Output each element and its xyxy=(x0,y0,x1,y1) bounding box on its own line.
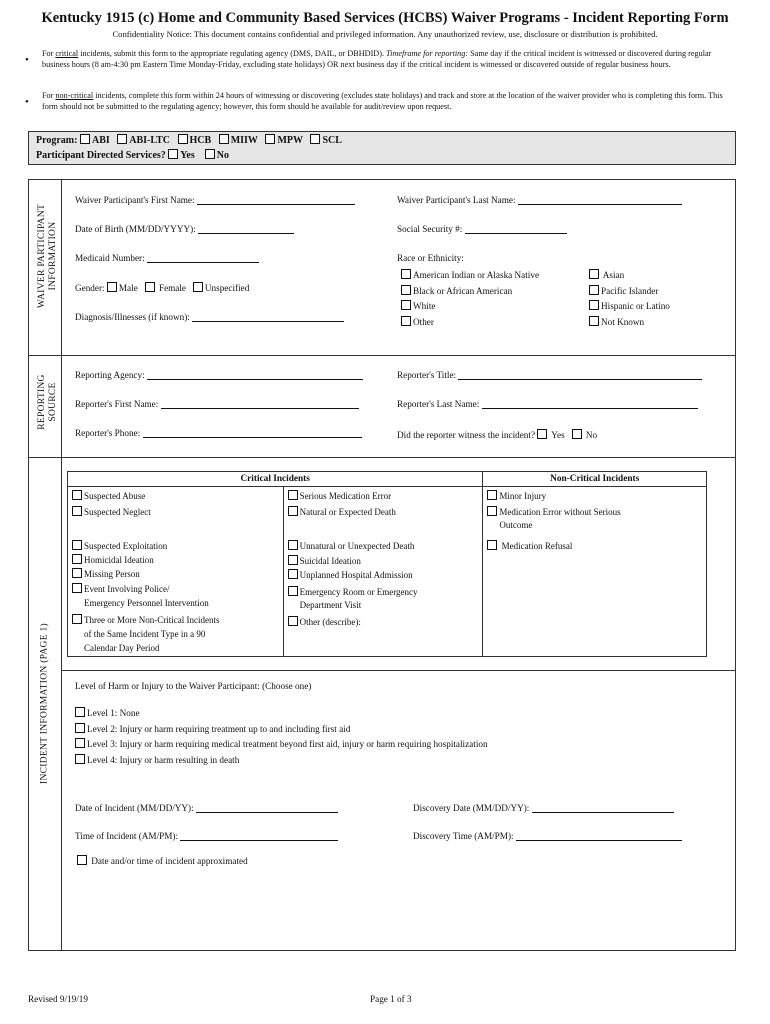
yes-label: Yes xyxy=(551,430,565,440)
time-of-incident-field xyxy=(75,831,338,841)
participant-last-name-input[interactable] xyxy=(518,204,682,205)
critical-col1-a xyxy=(68,487,284,539)
race-checkbox[interactable] xyxy=(589,316,599,326)
field-label: Did the reporter witness the incident? xyxy=(397,430,536,440)
bullet-noncritical: For non-critical incidents, complete this form within 24 hours of witnessing or discovering (excludes state holidays) and track and store at the location of the waiver provider who is completing this form. This form should not be submitted to the regulating agency; however, this form should be available for audit/review upon request. xyxy=(42,91,723,111)
harm-label: Level of Harm or Injury to the Waiver Participant: (Choose one) xyxy=(75,681,312,691)
race-col-2 xyxy=(589,268,670,330)
program-label: Program: xyxy=(36,135,78,146)
program-hcb-checkbox[interactable] xyxy=(178,134,188,144)
incident-option-label: Department Visit xyxy=(299,600,362,610)
dob-field xyxy=(75,224,294,234)
field-label: Reporter's First Name: xyxy=(75,399,159,409)
field-label: Social Security #: xyxy=(397,224,463,234)
field-label: Date and/or time of incident approximated xyxy=(91,856,248,866)
date-of-incident-field xyxy=(75,803,338,813)
participant-directed-yes-checkbox[interactable] xyxy=(168,149,178,159)
program-option-label: HCB xyxy=(189,135,212,146)
reporter-last-name-field xyxy=(397,399,698,409)
race-option-label: Black or African American xyxy=(413,285,513,296)
incident-option-label: Homicidal Ideation xyxy=(84,555,154,565)
field-label: Reporter's Phone: xyxy=(75,428,141,438)
program-scl-checkbox[interactable] xyxy=(310,134,320,144)
time-of-incident-input[interactable] xyxy=(180,840,338,841)
reporting-agency-field xyxy=(75,370,363,380)
participant-first-name-input[interactable] xyxy=(197,204,355,205)
medicaid-field xyxy=(75,253,259,263)
bullet-dot-icon: • xyxy=(25,54,29,66)
incident-option-label: Suspected Exploitation xyxy=(84,541,168,551)
incident-checkbox[interactable] xyxy=(487,506,497,516)
incident-option-label: Event Involving Police/ xyxy=(84,584,170,594)
incident-option-label: Natural or Expected Death xyxy=(299,507,396,517)
participant-directed-no-checkbox[interactable] xyxy=(205,149,215,159)
noncritical-col-b xyxy=(483,538,707,657)
race-option-label: White xyxy=(413,301,436,311)
form-title: Kentucky 1915 (c) Home and Community Based Services (HCBS) Waiver Programs - Incident Reporting Form xyxy=(41,10,729,26)
gender-female-checkbox[interactable] xyxy=(145,282,155,292)
field-label: Diagnosis/Illnesses (if known): xyxy=(75,312,190,322)
race-label: Race or Ethnicity: xyxy=(397,253,464,263)
incident-checkbox[interactable] xyxy=(288,540,298,550)
reporter-last-name-input[interactable] xyxy=(482,408,698,409)
program-abi-ltc-checkbox[interactable] xyxy=(117,134,127,144)
dob-input[interactable] xyxy=(198,233,294,234)
incident-checkbox[interactable] xyxy=(72,490,82,500)
reporter-phone-field xyxy=(75,428,362,438)
participant-side-label: WAIVER PARTICIPANT INFORMATION xyxy=(37,203,58,309)
race-option-label: Hispanic or Latino xyxy=(601,301,670,311)
harm-level-label: Level 3: Injury or harm requiring medical treatment beyond first aid, injury or harm requiring hospitalization xyxy=(87,739,488,749)
participant-directed-label: Participant Directed Services? xyxy=(36,150,166,161)
no-label: No xyxy=(216,150,229,161)
race-checkbox[interactable] xyxy=(589,285,599,295)
program-option-label: ABI xyxy=(91,135,110,146)
medicaid-input[interactable] xyxy=(147,262,259,263)
incident-option-label: Minor Injury xyxy=(499,491,547,501)
race-checkbox[interactable] xyxy=(401,285,411,295)
section-separator xyxy=(28,355,735,356)
incident-checkbox[interactable] xyxy=(72,506,82,516)
incident-option-label: Emergency Room or Emergency xyxy=(299,587,418,597)
field-label: Reporter's Title: xyxy=(397,370,457,380)
gender-option-label: Male xyxy=(118,283,138,293)
discovery-date-field xyxy=(413,803,674,813)
participant-directed-row xyxy=(36,149,229,161)
incident-checkbox[interactable] xyxy=(288,506,298,516)
reporter-phone-input[interactable] xyxy=(143,437,362,438)
incident-checkbox[interactable] xyxy=(72,554,82,564)
bullet-critical: For critical incidents, submit this form to the appropriate regulating agency (DMS, DAIL, or DBHDID). Timeframe for reporting: Same day if the critical incident is witnessed or discovered during regular business hours (8 am-4:30 pm Eastern Time Monday-Friday, excluding state holidays) OR next business day if the critical incident is witnessed or discovered outside of regular business hours. xyxy=(42,49,712,69)
incident-option-label: Emergency Personnel Intervention xyxy=(84,598,209,608)
gender-male-checkbox[interactable] xyxy=(107,282,117,292)
diagnosis-input[interactable] xyxy=(192,321,344,322)
participant-last-name-field xyxy=(397,195,682,205)
race-checkbox[interactable] xyxy=(589,300,599,310)
reporter-witness-field xyxy=(397,429,597,440)
incident-checkbox[interactable] xyxy=(72,568,82,578)
race-option-label: Pacific Islander xyxy=(601,285,659,296)
side-divider xyxy=(61,179,62,950)
diagnosis-field xyxy=(75,312,344,322)
program-option-label: MPW xyxy=(277,135,303,146)
incident-option-label: Suspected Abuse xyxy=(84,491,146,501)
race-col-1 xyxy=(401,268,539,330)
field-label: Discovery Date (MM/DD/YY): xyxy=(413,803,530,813)
witness-no-checkbox[interactable] xyxy=(572,429,582,439)
incident-checkbox[interactable] xyxy=(288,555,298,565)
ssn-input[interactable] xyxy=(465,233,567,234)
race-option-label: American Indian or Alaska Native xyxy=(413,270,540,280)
gender-option-label: Female xyxy=(158,283,187,293)
incident-option-label: Unnatural or Unexpected Death xyxy=(299,541,415,551)
incident-option-label: Medication Error without Serious xyxy=(499,507,621,517)
incident-checkbox[interactable] xyxy=(72,540,82,550)
incident-option-label: Other (describe): xyxy=(299,617,361,627)
harm-level-checkbox[interactable] xyxy=(75,707,85,717)
field-label: Waiver Participant's First Name: xyxy=(75,195,195,205)
program-box xyxy=(28,131,736,165)
program-option-label: SCL xyxy=(322,135,342,146)
incident-option-label: Three or More Non-Critical Incidents xyxy=(84,615,220,625)
incident-checkbox[interactable] xyxy=(72,614,82,624)
field-label: Discovery Time (AM/PM): xyxy=(413,831,514,841)
incident-option-label: Calendar Day Period xyxy=(84,643,160,653)
incident-checkbox[interactable] xyxy=(487,490,497,500)
date-of-incident-input[interactable] xyxy=(196,812,338,813)
incident-option-label: Medication Refusal xyxy=(501,541,573,551)
approximated-field xyxy=(77,855,248,866)
no-label: No xyxy=(585,430,598,440)
section-separator xyxy=(28,457,735,458)
harm-level-label: Level 2: Injury or harm requiring treatment up to and including first aid xyxy=(87,723,351,734)
incident-checkbox[interactable] xyxy=(487,540,497,550)
discovery-time-field xyxy=(413,831,682,841)
critical-col2-b xyxy=(283,538,483,657)
race-checkbox[interactable] xyxy=(401,269,411,279)
yes-label: Yes xyxy=(180,150,195,161)
bullet-dot-icon: • xyxy=(25,96,29,108)
program-abi-checkbox[interactable] xyxy=(80,134,90,144)
reporter-first-name-input[interactable] xyxy=(161,408,359,409)
reporter-title-field xyxy=(397,370,702,380)
program-option-label: MIIW xyxy=(230,135,258,146)
incident-checkbox[interactable] xyxy=(288,586,298,596)
incident-option-label: Suspected Neglect xyxy=(84,507,151,517)
field-label: Time of Incident (AM/PM): xyxy=(75,831,179,841)
incident-option-label: Serious Medication Error xyxy=(299,491,392,501)
race-option-label: Other xyxy=(413,316,434,327)
incident-option-label: of the Same Incident Type in a 90 xyxy=(84,629,206,639)
gender-unspecified-checkbox[interactable] xyxy=(193,282,203,292)
field-label: Gender: xyxy=(75,283,105,293)
incident-option-label: Outcome xyxy=(499,520,533,530)
noncritical-header: Non-Critical Incidents xyxy=(483,472,707,487)
ssn-field xyxy=(397,224,567,234)
reporter-title-input[interactable] xyxy=(458,379,702,380)
witness-yes-checkbox[interactable] xyxy=(537,429,547,439)
page-number: Page 1 of 3 xyxy=(370,994,412,1004)
incident-type-table xyxy=(67,471,707,657)
harm-level-label: Level 4: Injury or harm resulting in death xyxy=(87,754,240,765)
harm-level-label: Level 1: None xyxy=(87,708,140,718)
field-label: Reporter's Last Name: xyxy=(397,399,480,409)
noncritical-col-a xyxy=(483,487,707,539)
field-label: Date of Incident (MM/DD/YY): xyxy=(75,803,194,813)
reporter-first-name-field xyxy=(75,399,359,409)
critical-col2-a xyxy=(283,487,483,539)
incident-option-label: Unplanned Hospital Admission xyxy=(299,570,413,580)
reporting-side-label: REPORTING SOURCE xyxy=(37,374,58,430)
field-label: Reporting Agency: xyxy=(75,370,145,380)
participant-first-name-field xyxy=(75,195,355,205)
critical-col1-b xyxy=(68,538,284,657)
incident-checkbox[interactable] xyxy=(72,583,82,593)
discovery-time-input[interactable] xyxy=(516,840,682,841)
reporting-agency-input[interactable] xyxy=(147,379,363,380)
confidentiality-notice: Confidentiality Notice: This document contains confidential and privileged information. Any unauthorized review, use, disclosure or distribution is prohibited. xyxy=(112,29,658,39)
field-label: Date of Birth (MM/DD/YYYY): xyxy=(75,224,196,234)
program-mpw-checkbox[interactable] xyxy=(265,134,275,144)
harm-level-checkbox[interactable] xyxy=(75,738,85,748)
race-option-label: Asian xyxy=(602,270,625,280)
harm-level-checkbox[interactable] xyxy=(75,754,85,764)
revised-date: Revised 9/19/19 xyxy=(28,994,88,1004)
harm-separator xyxy=(61,670,735,671)
incident-option-label: Missing Person xyxy=(84,569,140,579)
incident-checkbox[interactable] xyxy=(288,616,298,626)
incident-option-label: Suicidal Ideation xyxy=(299,556,361,566)
critical-header: Critical Incidents xyxy=(68,472,483,487)
approximated-checkbox[interactable] xyxy=(77,855,87,865)
incident-checkbox[interactable] xyxy=(288,490,298,500)
race-checkbox[interactable] xyxy=(401,316,411,326)
race-checkbox[interactable] xyxy=(589,269,599,279)
gender-field xyxy=(75,282,249,293)
discovery-date-input[interactable] xyxy=(532,812,674,813)
program-option-label: ABI-LTC xyxy=(129,135,171,146)
incident-side-label: INCIDENT INFORMATION (PAGE 1) xyxy=(39,623,50,784)
harm-levels xyxy=(75,706,488,768)
race-checkbox[interactable] xyxy=(401,300,411,310)
gender-option-label: Unspecified xyxy=(204,283,250,293)
harm-level-checkbox[interactable] xyxy=(75,723,85,733)
program-miiw-checkbox[interactable] xyxy=(219,134,229,144)
program-row xyxy=(36,134,342,146)
field-label: Waiver Participant's Last Name: xyxy=(397,195,516,205)
field-label: Medicaid Number: xyxy=(75,253,145,263)
race-option-label: Not Known xyxy=(601,316,645,327)
incident-checkbox[interactable] xyxy=(288,569,298,579)
